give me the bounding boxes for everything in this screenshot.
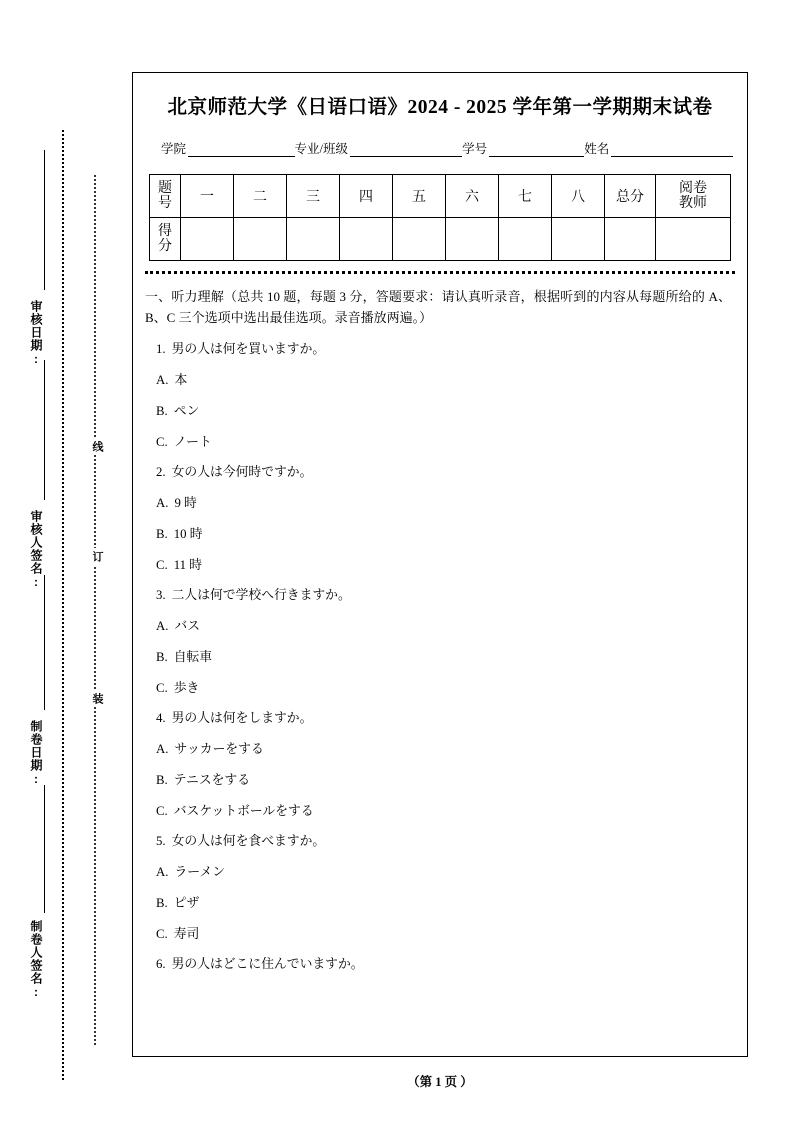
row-header-score-line2: 分 bbox=[158, 239, 172, 254]
option-label: C. bbox=[156, 926, 168, 941]
grading-teacher-line2: 教师 bbox=[679, 196, 707, 211]
question-text: 男の人は何を買いますか。 bbox=[171, 342, 326, 357]
page-footer: （第 1 页 ） bbox=[407, 1075, 473, 1089]
row-header-question-number-line1: 题 bbox=[158, 180, 172, 196]
option-text: ペン bbox=[173, 404, 200, 419]
question-stem bbox=[145, 465, 731, 481]
option-row[interactable] bbox=[145, 927, 731, 943]
column-header-4: 四 bbox=[340, 175, 393, 218]
option-row[interactable] bbox=[145, 773, 731, 789]
option-row[interactable] bbox=[145, 404, 731, 420]
question-text: 男の人は何をしますか。 bbox=[171, 710, 313, 725]
question-number: 2. bbox=[156, 465, 166, 480]
option-row[interactable] bbox=[145, 896, 731, 912]
option-row[interactable] bbox=[145, 496, 731, 512]
identity-fields-row bbox=[161, 139, 733, 157]
option-text: 寿司 bbox=[173, 926, 200, 941]
column-header-total: 总分 bbox=[605, 175, 656, 218]
option-text: 11 時 bbox=[173, 557, 203, 572]
row-header-question-number bbox=[150, 175, 181, 218]
question-text: 女の人は今何時ですか。 bbox=[171, 465, 313, 480]
option-text: 本 bbox=[174, 373, 188, 388]
option-row[interactable] bbox=[145, 804, 731, 820]
option-row[interactable] bbox=[145, 435, 731, 451]
margin-dotted-rule bbox=[62, 130, 64, 1080]
option-row[interactable] bbox=[145, 742, 731, 758]
option-label: B. bbox=[156, 895, 168, 910]
option-text: 9 時 bbox=[174, 496, 197, 511]
option-label: A. bbox=[156, 741, 169, 756]
field-label-student-id: 学号 bbox=[462, 142, 488, 156]
option-text: テニスをする bbox=[173, 772, 251, 787]
option-label: B. bbox=[156, 772, 168, 787]
column-header-7: 七 bbox=[499, 175, 552, 218]
column-header-grading-teacher bbox=[656, 175, 731, 218]
section-heading-listening: 一、听力理解（总共 10 题，每题 3 分，答题要求：请认真听录音，根据听到的内容从每题所给的 A、B、C 三个选项中选出最佳选项。录音播放两遍。） bbox=[145, 289, 731, 326]
fold-dotted-line bbox=[94, 175, 96, 1045]
exam-content bbox=[145, 286, 731, 973]
option-label: C. bbox=[156, 680, 168, 695]
score-cell-6[interactable] bbox=[446, 218, 499, 261]
score-cell-7[interactable] bbox=[499, 218, 552, 261]
option-label: C. bbox=[156, 557, 168, 572]
student-id-field[interactable] bbox=[489, 143, 584, 157]
score-cell-4[interactable] bbox=[340, 218, 393, 261]
field-label-major-class: 专业/班级 bbox=[294, 142, 348, 156]
table-row-scores bbox=[150, 218, 731, 261]
column-header-3: 三 bbox=[287, 175, 340, 218]
question-number: 4. bbox=[156, 710, 166, 725]
score-cell-grading-teacher[interactable] bbox=[656, 218, 731, 261]
option-row[interactable] bbox=[145, 527, 731, 543]
option-row[interactable] bbox=[145, 619, 731, 635]
table-row-question-numbers bbox=[150, 175, 731, 218]
option-row[interactable] bbox=[145, 681, 731, 697]
score-cell-8[interactable] bbox=[552, 218, 605, 261]
fold-mark-assemble: 装 bbox=[85, 690, 105, 707]
margin-label-reviewer-signature: 审核人签名: bbox=[29, 510, 43, 590]
option-text: ノート bbox=[173, 435, 212, 450]
option-label: C. bbox=[156, 435, 168, 450]
option-label: A. bbox=[156, 618, 169, 633]
college-field[interactable] bbox=[188, 143, 294, 157]
margin-label-preparer-signature: 制卷人签名: bbox=[29, 920, 43, 1000]
score-table bbox=[149, 174, 731, 261]
question-text: 男の人はどこに住んでいますか。 bbox=[171, 956, 364, 971]
column-header-1: 一 bbox=[181, 175, 234, 218]
margin-rule-3 bbox=[44, 575, 45, 710]
option-label: B. bbox=[156, 404, 168, 419]
option-row[interactable] bbox=[145, 373, 731, 389]
option-text: ピザ bbox=[173, 895, 200, 910]
question-stem bbox=[145, 957, 731, 973]
field-label-name: 姓名 bbox=[584, 142, 610, 156]
binding-margin-strip bbox=[0, 0, 130, 1122]
option-text: サッカーをする bbox=[174, 741, 264, 756]
name-field[interactable] bbox=[611, 143, 733, 157]
margin-rule-4 bbox=[44, 785, 45, 913]
question-stem bbox=[145, 834, 731, 850]
option-label: A. bbox=[156, 496, 169, 511]
row-header-score bbox=[150, 218, 181, 261]
margin-label-review-date: 审核日期: bbox=[29, 300, 43, 367]
question-stem bbox=[145, 588, 731, 604]
fold-mark-bind: 订 bbox=[85, 548, 105, 565]
fold-mark-line: 线 bbox=[85, 438, 105, 455]
option-text: 歩き bbox=[173, 680, 200, 695]
question-number: 6. bbox=[156, 956, 166, 971]
row-header-question-number-line2: 号 bbox=[158, 196, 172, 211]
grading-teacher-line1: 阅卷 bbox=[679, 180, 707, 196]
margin-label-prepare-date: 制卷日期: bbox=[29, 720, 43, 787]
column-header-8: 八 bbox=[552, 175, 605, 218]
page-title: 北京师范大学《日语口语》2024 - 2025 学年第一学期期末试卷 bbox=[167, 97, 713, 118]
option-label: B. bbox=[156, 649, 168, 664]
margin-rule-2 bbox=[44, 360, 45, 500]
option-text: バス bbox=[174, 618, 201, 633]
option-row[interactable] bbox=[145, 558, 731, 574]
option-label: A. bbox=[156, 373, 169, 388]
question-stem bbox=[145, 711, 731, 727]
exam-paper-frame bbox=[132, 72, 748, 1057]
option-text: 自転車 bbox=[173, 649, 213, 664]
question-number: 1. bbox=[156, 342, 166, 357]
option-text: 10 時 bbox=[173, 527, 203, 541]
score-cell-5[interactable] bbox=[393, 218, 446, 261]
major-class-field[interactable] bbox=[350, 143, 462, 157]
score-cell-total[interactable] bbox=[605, 218, 656, 261]
question-stem bbox=[145, 342, 731, 358]
column-header-6: 六 bbox=[446, 175, 499, 218]
column-header-2: 二 bbox=[234, 175, 287, 218]
dotted-separator bbox=[145, 271, 735, 274]
option-text: ラーメン bbox=[174, 864, 226, 879]
option-row[interactable] bbox=[145, 650, 731, 666]
question-number: 5. bbox=[156, 833, 166, 848]
question-number: 3. bbox=[156, 587, 166, 602]
option-text: バスケットボールをする bbox=[173, 803, 314, 818]
option-row[interactable] bbox=[145, 865, 731, 881]
score-cell-1[interactable] bbox=[181, 218, 234, 261]
question-text: 女の人は何を食べますか。 bbox=[171, 833, 326, 848]
score-cell-2[interactable] bbox=[234, 218, 287, 261]
option-label: A. bbox=[156, 864, 169, 879]
row-header-score-line1: 得 bbox=[158, 223, 172, 239]
option-label: B. bbox=[156, 527, 168, 541]
margin-rule-1 bbox=[44, 150, 45, 290]
column-header-5: 五 bbox=[393, 175, 446, 218]
score-cell-3[interactable] bbox=[287, 218, 340, 261]
question-text: 二人は何で学校へ行きますか。 bbox=[171, 587, 351, 602]
field-label-college: 学院 bbox=[161, 142, 187, 156]
option-label: C. bbox=[156, 803, 168, 818]
